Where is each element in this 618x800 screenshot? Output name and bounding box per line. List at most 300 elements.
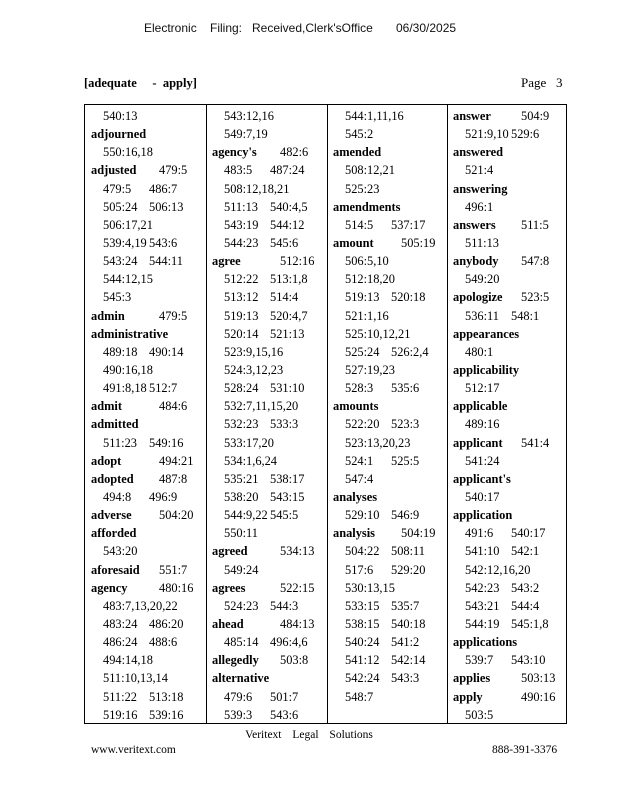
page-reference: 550:16,18 [103,145,153,160]
page-reference: 524:3,12,23 [224,362,284,377]
index-column-1 [91,107,201,724]
page-reference: 525:10,12,21 [345,326,411,341]
page-reference-line [453,615,563,633]
page-reference-line [212,706,322,724]
index-range: [adequate - apply] [84,76,197,90]
page-reference: 520:18 [391,290,426,305]
index-word: anybody [453,254,499,269]
page-reference: 520:14 [224,326,259,341]
index-entry [453,143,563,161]
page-reference: 501:7 [270,689,299,704]
page-reference-line [91,270,201,288]
page-reference: 506:13 [149,199,184,214]
page-reference-line [91,615,201,633]
index-entry [212,252,322,270]
page-reference-line [333,252,443,270]
page-reference: 526:2,4 [391,344,429,359]
page-reference-line [453,561,563,579]
page-reference: 529:6 [511,127,540,142]
page-reference-line [212,561,322,579]
page-reference: 480:16 [159,580,194,595]
page-reference: 542:23 [465,580,500,595]
index-word: adjourned [91,127,147,142]
index-word: analyses [333,489,378,504]
page-reference-line [333,216,443,234]
index-word: agree [212,254,241,269]
index-word: amounts [333,399,379,414]
page-reference-line [91,216,201,234]
index-entry [453,633,563,651]
index-word: answers [453,217,496,232]
page-reference: 514:5 [345,217,374,232]
page-reference: 506:17,21 [103,217,153,232]
page-reference: 517:6 [345,562,374,577]
index-word: appearances [453,326,520,341]
index-word: application [453,508,513,523]
page-reference-line [453,524,563,542]
index-word: answer [453,109,491,123]
page-reference-line [333,288,443,306]
page-reference-line [212,434,322,452]
footer-website: www.veritext.com [91,744,176,756]
index-word: adopt [91,453,122,468]
page-reference-line [212,216,322,234]
index-word: admitted [91,417,139,432]
page-reference-line [212,506,322,524]
page-reference: 505:19 [401,235,436,250]
page-reference: 491:6 [465,526,494,541]
column-divider [447,105,448,723]
page-reference-line [212,633,322,651]
page-reference: 547:4 [345,471,374,486]
page-reference: 533:3 [270,417,299,432]
page-reference: 534:1,6,24 [224,453,278,468]
index-word: administrative [91,326,169,341]
page-reference: 534:13 [280,544,315,559]
page-reference-line [333,669,443,687]
page-reference: 540:17 [511,526,546,541]
page-reference-line [333,633,443,651]
page-reference-line [212,397,322,415]
page-reference-line [212,488,322,506]
page-reference: 544:3 [270,598,299,613]
page-reference: 551:7 [159,562,188,577]
page-reference-line [91,379,201,397]
page-reference: 529:10 [345,508,380,523]
index-word: apologize [453,290,503,305]
index-entry [212,143,322,161]
page-reference-line [212,524,322,542]
page-reference: 544:1,11,16 [345,109,404,123]
page-reference: 479:5 [159,163,188,178]
page-reference: 480:1 [465,344,494,359]
page-reference: 483:5 [224,163,253,178]
page-reference: 479:5 [159,308,188,323]
footer-phone: 888-391-3376 [492,744,558,756]
page-reference-line [333,161,443,179]
index-entry [91,561,201,579]
index-word: analysis [333,526,376,541]
page-reference: 541:24 [465,453,500,468]
index-entry [453,288,563,306]
page-reference: 486:20 [149,616,184,631]
index-word: amendments [333,199,401,214]
page-reference: 484:13 [280,616,315,631]
page-reference-line [91,688,201,706]
page-reference-line [333,452,443,470]
page-reference: 549:24 [224,562,259,577]
page-reference: 540:13 [103,109,138,123]
page-reference: 549:7,19 [224,127,268,142]
page-reference: 548:1 [511,308,540,323]
page-reference-line [212,452,322,470]
page-reference: 522:15 [280,580,315,595]
page-reference-line [453,579,563,597]
page-reference: 505:24 [103,199,138,214]
index-entry [91,579,201,597]
page-reference-line [333,180,443,198]
page-reference: 528:24 [224,381,259,396]
index-word: admit [91,399,122,414]
index-entry [212,651,322,669]
index-entry [453,325,563,343]
index-word: alternative [212,671,270,686]
page-reference: 544:12 [270,217,305,232]
index-entry [91,397,201,415]
page-reference: 541:4 [521,435,550,450]
index-word: adverse [91,508,132,523]
page-reference-line [91,488,201,506]
filing-electronic: Electronic [144,21,197,35]
page-reference: 494:14,18 [103,653,153,668]
page-reference: 545:1,8 [511,616,549,631]
index-column-4 [453,107,563,724]
page-reference: 494:8 [103,489,132,504]
index-entry [333,524,443,542]
page-reference: 508:12,21 [345,163,395,178]
page-reference: 545:3 [103,290,132,305]
page-reference-line [212,415,322,433]
index-entry [453,180,563,198]
page-reference: 523:9,15,16 [224,344,284,359]
page-reference-line [333,307,443,325]
index-table [84,104,567,724]
page-reference-line [91,706,201,724]
page-reference: 490:14 [149,344,184,359]
page-reference-line [212,325,322,343]
index-word: apply [453,689,483,704]
page-reference: 544:19 [465,616,500,631]
page-reference-line [212,270,322,288]
page-reference-line [453,415,563,433]
page-reference: 508:11 [391,544,425,559]
index-entry [91,415,201,433]
page-reference: 513:1,8 [270,272,308,287]
index-word: amended [333,145,382,160]
page-reference: 519:13 [224,308,259,323]
page-reference: 548:7 [345,689,374,704]
page-reference-line [91,434,201,452]
page-reference: 546:9 [391,508,420,523]
page-reference: 543:24 [103,254,138,269]
index-entry [453,688,563,706]
page-reference: 538:17 [270,471,305,486]
page-reference-line [91,143,201,161]
page-reference-line [91,343,201,361]
page-reference: 503:5 [465,707,494,722]
index-word: agency's [212,145,257,160]
index-entry [453,252,563,270]
index-entry [333,143,443,161]
page-reference-line [453,125,563,143]
index-word: adjusted [91,163,137,178]
index-word: applies [453,671,491,686]
page-reference: 539:3 [224,707,253,722]
page-reference: 504:19 [401,526,436,541]
index-word: agreed [212,544,248,559]
index-entry [453,397,563,415]
page-reference: 521:1,16 [345,308,389,323]
page-reference: 512:16 [280,254,315,269]
page-reference-line [333,651,443,669]
page-reference: 539:4,19 [103,235,147,250]
page-reference: 543:15 [270,489,305,504]
page-reference: 525:24 [345,344,380,359]
page-reference: 485:14 [224,635,259,650]
index-entry [91,470,201,488]
page-reference: 547:8 [521,254,550,269]
page-reference-line [333,434,443,452]
page-reference-line [91,107,201,125]
page-reference-line [333,615,443,633]
page-reference-line [333,325,443,343]
page-reference: 496:9 [149,489,178,504]
page-reference-line [91,633,201,651]
page-reference: 521:4 [465,163,494,178]
page-reference-line [333,561,443,579]
page-reference: 543:2 [511,580,540,595]
page-reference-line [453,651,563,669]
page-reference: 511:5 [521,217,549,232]
page-reference: 543:19 [224,217,259,232]
index-word: agency [91,580,128,595]
page-reference: 544:9,22 [224,508,268,523]
page-reference: 512:18,20 [345,272,395,287]
page-reference: 543:6 [149,235,178,250]
page-reference-line [453,379,563,397]
page-reference: 503:13 [521,671,556,686]
page-reference: 523:5 [521,290,550,305]
page-reference-line [212,597,322,615]
page-reference-line [212,198,322,216]
page-reference: 532:7,11,15,20 [224,399,299,414]
column-divider [206,105,207,723]
page-reference: 542:12,16,20 [465,562,531,577]
page-reference-line [212,107,322,125]
page-reference-line [333,270,443,288]
page-reference-line [453,307,563,325]
index-entry [91,325,201,343]
page-reference-line [333,343,443,361]
page-reference: 483:24 [103,616,138,631]
page-reference-line [91,180,201,198]
page-reference: 479:6 [224,689,253,704]
index-entry [453,470,563,488]
page-reference: 483:7,13,20,22 [103,598,178,613]
page-reference: 487:8 [159,471,188,486]
page-reference-line [453,234,563,252]
page-reference: 535:7 [391,598,420,613]
page-reference: 549:20 [465,272,500,287]
page-reference: 532:23 [224,417,259,432]
filing-date: 06/30/2025 [396,21,457,35]
page-reference-line [91,597,201,615]
page-reference: 544:4 [511,598,540,613]
page-reference-line [333,597,443,615]
index-word: afforded [91,526,137,541]
index-word: allegedly [212,653,259,668]
page-reference-line [333,379,443,397]
page-reference: 506:5,10 [345,254,389,269]
page-reference-line [333,470,443,488]
page-reference-line [333,415,443,433]
page-reference: 496:1 [465,199,494,214]
page-reference-line [212,161,322,179]
page-reference-line [212,307,322,325]
index-entry [91,524,201,542]
page-reference-line [212,470,322,488]
page-reference: 512:22 [224,272,259,287]
page-reference: 538:15 [345,616,380,631]
page-reference: 523:3 [391,417,420,432]
filing-received: Received,Clerk'sOffice [252,21,373,35]
page-reference: 484:6 [159,399,188,414]
page-number: Page 3 [521,75,563,90]
page-reference: 525:5 [391,453,420,468]
page-reference-line [333,542,443,560]
page-reference: 545:5 [270,508,299,523]
page-reference: 504:20 [159,508,194,523]
page-reference-line [212,180,322,198]
index-entry [212,669,322,687]
page-reference: 527:19,23 [345,362,395,377]
index-entry [91,452,201,470]
page-reference: 549:16 [149,435,184,450]
page-reference-line [212,379,322,397]
index-entry [333,234,443,252]
page-reference: 540:4,5 [270,199,308,214]
page-reference: 512:7 [149,381,178,396]
index-word: applicable [453,399,508,414]
page-reference: 540:24 [345,635,380,650]
page-reference: 543:21 [465,598,500,613]
page-reference: 522:20 [345,417,380,432]
page-reference-line [453,343,563,361]
page-reference: 538:20 [224,489,259,504]
page-reference: 503:8 [280,653,309,668]
page-reference: 504:22 [345,544,380,559]
page-reference-line [333,506,443,524]
index-entry [453,216,563,234]
page-reference: 511:13 [465,235,499,250]
page-reference: 487:24 [270,163,305,178]
page-reference: 543:6 [270,707,299,722]
page-reference-line [212,688,322,706]
index-entry [453,669,563,687]
page-reference: 543:3 [391,671,420,686]
page-reference: 489:18 [103,344,138,359]
page-reference: 486:7 [149,181,178,196]
page-reference: 519:16 [103,707,138,722]
page-reference-line [453,161,563,179]
page-reference: 511:10,13,14 [103,671,168,686]
page-reference-line [453,270,563,288]
page-reference-line [453,597,563,615]
page-reference-line [453,452,563,470]
page-reference: 479:5 [103,181,132,196]
page-reference: 533:17,20 [224,435,274,450]
index-word: answering [453,181,508,196]
page-reference: 528:3 [345,381,374,396]
index-entry [453,506,563,524]
page-reference: 550:11 [224,526,258,541]
page-reference: 525:23 [345,181,380,196]
page-reference: 513:12 [224,290,259,305]
page-reference: 544:12,15 [103,272,153,287]
index-word: amount [333,235,374,250]
page-reference: 542:24 [345,671,380,686]
page-reference-line [333,579,443,597]
page-reference: 519:13 [345,290,380,305]
page-reference: 490:16 [521,689,556,704]
page-reference-line [453,198,563,216]
page-reference: 543:20 [103,544,138,559]
page-reference-line [453,488,563,506]
page-reference: 539:16 [149,707,184,722]
index-word: applications [453,635,518,650]
index-entry [212,542,322,560]
page-reference: 531:10 [270,381,305,396]
index-word: applicability [453,362,520,377]
page-reference-line [91,651,201,669]
index-column-2 [212,107,322,724]
page-reference-line [212,343,322,361]
index-entry [91,506,201,524]
page-reference: 535:6 [391,381,420,396]
page-reference: 511:22 [103,689,137,704]
page-reference-line [333,125,443,143]
index-entry [453,107,563,125]
filing-label: Filing: [210,21,243,35]
page-reference: 545:6 [270,235,299,250]
page-reference: 511:13 [224,199,258,214]
index-column-3 [333,107,443,706]
page-reference-line [91,198,201,216]
index-entry [91,307,201,325]
page-reference: 521:13 [270,326,305,341]
page-reference: 512:17 [465,381,500,396]
page-reference: 521:9,10 [465,127,509,142]
footer-company: Veritext Legal Solutions [245,729,373,741]
page-reference: 545:2 [345,127,374,142]
page-reference: 488:6 [149,635,178,650]
page-reference: 494:21 [159,453,194,468]
page-reference: 542:1 [511,544,540,559]
index-word: aforesaid [91,562,140,577]
index-entry [453,434,563,452]
page-reference: 540:17 [465,489,500,504]
page-reference: 539:7 [465,653,494,668]
